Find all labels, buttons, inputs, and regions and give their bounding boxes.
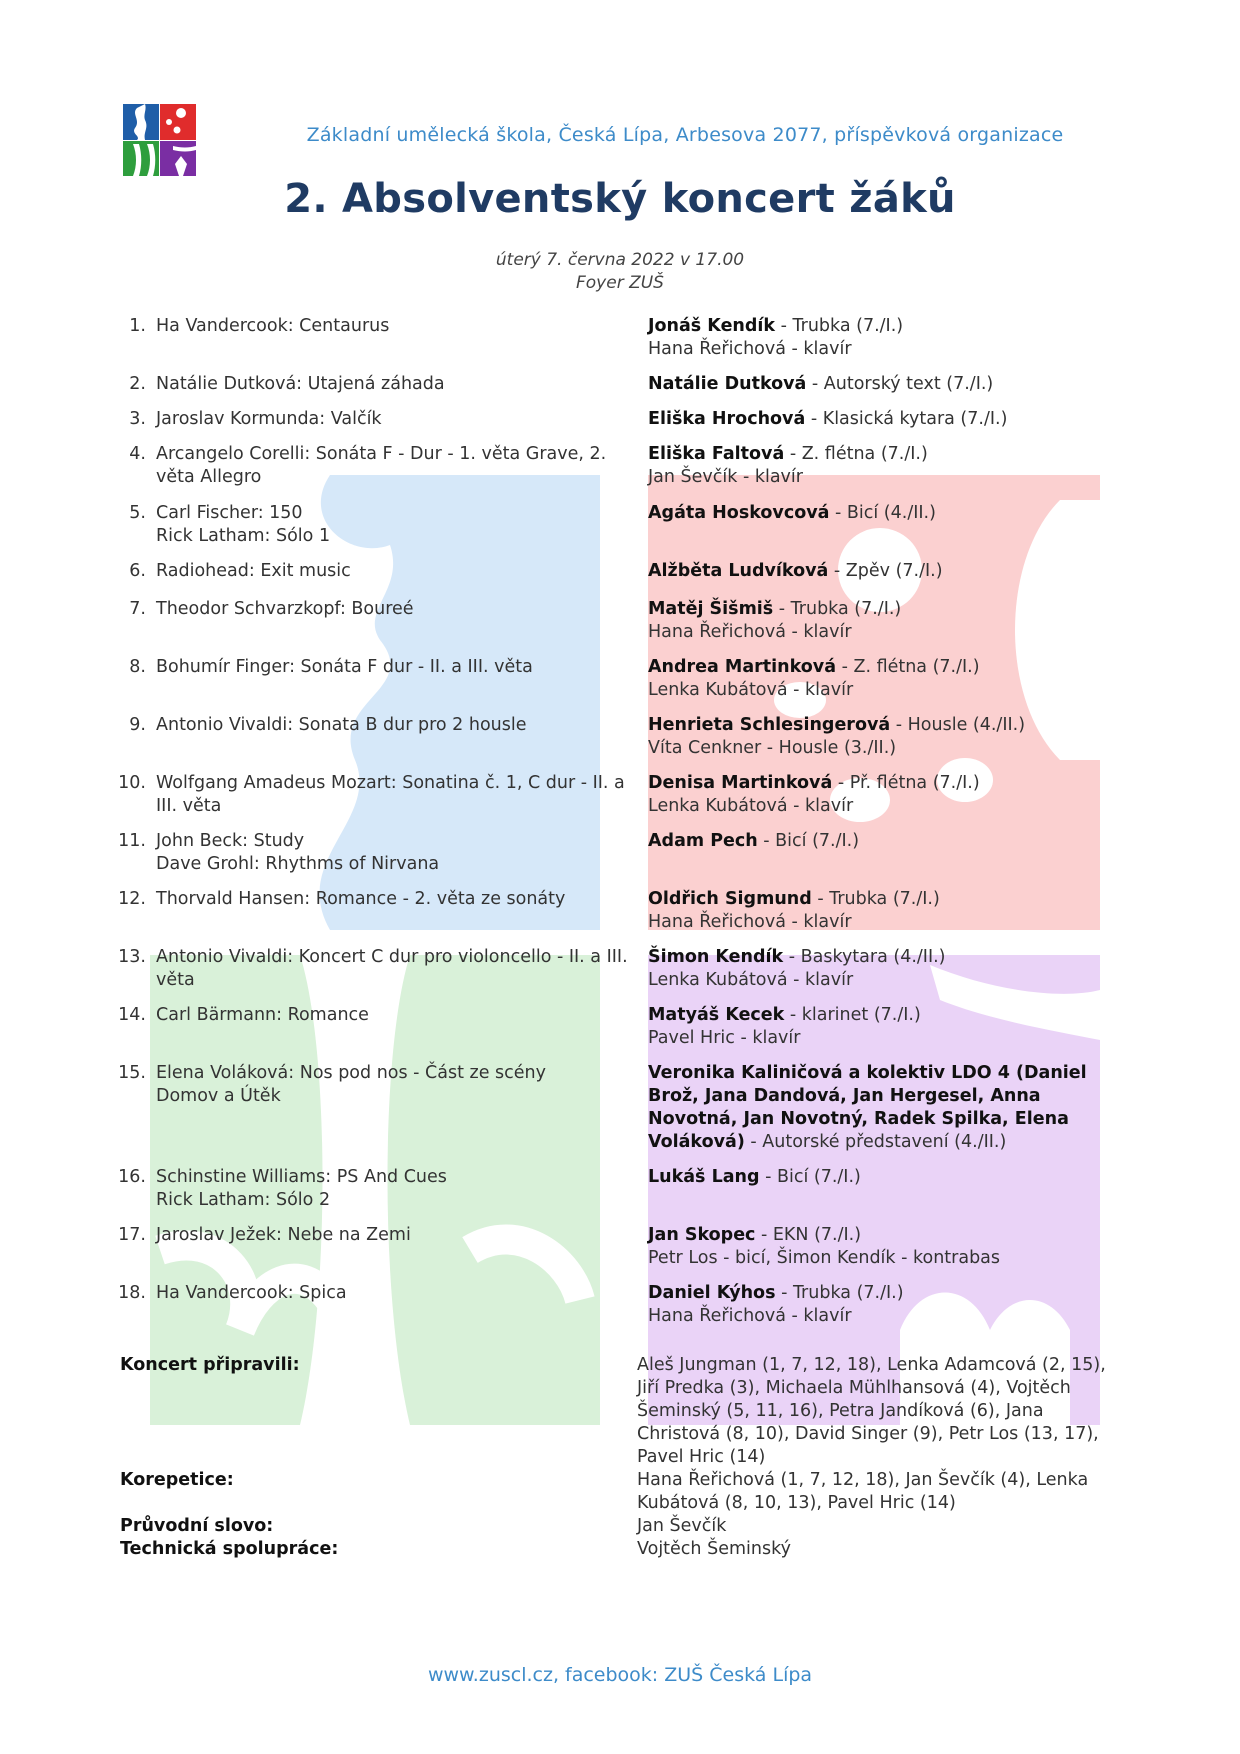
program-performer-block	[648, 1166, 1123, 1189]
performer-detail: - Z. flétna (7./I.)	[784, 444, 928, 464]
performer-detail: - klarinet (7./I.)	[784, 1005, 921, 1025]
program-piece: Natálie Dutková: Utajená záhada	[156, 374, 445, 394]
program-piece: John Beck: Study Dave Grohl: Rhythms of Nirvana	[156, 831, 440, 874]
school-name: Základní umělecká škola, Česká Lípa, Arbesova 2077, příspěvková organizace	[306, 124, 1064, 146]
performer-extra: Hana Řeřichová - klavír	[648, 912, 852, 932]
performer-name: Matěj Šišmiš	[648, 599, 774, 619]
performer-extra: Víta Cenkner - Housle (3./II.)	[648, 738, 897, 758]
program-number: 15.	[118, 1063, 146, 1083]
program-performer-block	[648, 502, 1123, 525]
program-performer-block	[648, 1282, 1123, 1328]
performer-name: Henrieta Schlesingerová	[648, 715, 891, 735]
program-piece: Elena Voláková: Nos pod nos - Část ze scény Domov a Útěk	[156, 1063, 546, 1106]
program-piece: Bohumír Finger: Sonáta F dur - II. a III. věta	[156, 657, 533, 677]
performer-detail: - Zpěv (7./I.)	[828, 561, 943, 581]
performer-extra: Lenka Kubátová - klavír	[648, 796, 854, 816]
performer-extra: Hana Řeřichová - klavír	[648, 1306, 852, 1326]
program-performer-block	[648, 373, 1123, 396]
credits-label: Technická spolupráce:	[120, 1539, 339, 1559]
credits-value: Aleš Jungman (1, 7, 12, 18), Lenka Adamcová (2, 15), Jiří Predka (3), Michaela Mühlhansová (4), Vojtěch Šeminský (5, 11, 16), Petra Jandíková (6), Jana Christová (8, 10), David Singer (9), Petr Los (13, 17), Pavel Hric (14)	[637, 1355, 1106, 1467]
program-number: 4.	[129, 444, 146, 464]
performer-name: Agáta Hoskovcová	[648, 503, 830, 523]
performer-name: Veronika Kaliničová a kolektiv LDO 4 (Daniel Brož, Jana Dandová, Jan Hergesel, Anna Novotná, Jan Novotný, Radek Spilka, Elena Voláková)	[648, 1063, 1087, 1152]
performer-detail: - Trubka (7./I.)	[775, 1283, 904, 1303]
performer-name: Eliška Faltová	[648, 444, 785, 464]
performer-detail: - Klasická kytara (7./I.)	[805, 409, 1008, 429]
performer-extra: Hana Řeřichová - klavír	[648, 622, 852, 642]
performer-detail: - Trubka (7./I.)	[775, 316, 904, 336]
performer-detail: - Baskytara (4./II.)	[783, 947, 946, 967]
program-piece: Jaroslav Kormunda: Valčík	[156, 409, 382, 429]
program-piece: Wolfgang Amadeus Mozart: Sonatina č. 1, C dur - II. a III. věta	[156, 773, 625, 816]
program-performer-block	[648, 560, 1123, 583]
performer-detail: - Bicí (4./II.)	[829, 503, 936, 523]
program-piece: Antonio Vivaldi: Sonata B dur pro 2 housle	[156, 715, 527, 735]
performer-name: Jonáš Kendík	[648, 316, 776, 336]
program-performer-block	[648, 830, 1123, 853]
program-piece: Ha Vandercook: Centaurus	[156, 316, 390, 336]
program-performer-block	[648, 714, 1123, 760]
performer-name: Šimon Kendík	[648, 947, 784, 967]
footer-links: www.zuscl.cz, facebook: ZUŠ Česká Lípa	[427, 1664, 813, 1686]
program-performer-block	[648, 315, 1123, 361]
program-number: 13.	[118, 947, 146, 967]
performer-extra: Pavel Hric - klavír	[648, 1028, 801, 1048]
performer-name: Adam Pech	[648, 831, 758, 851]
performer-detail: - Autorské představení (4./II.)	[744, 1132, 1007, 1152]
program-number: 7.	[129, 599, 146, 619]
performer-detail: - Trubka (7./I.)	[773, 599, 902, 619]
program-number: 17.	[118, 1225, 146, 1245]
credits-value: Hana Řeřichová (1, 7, 12, 18), Jan Ševčík (4), Lenka Kubátová (8, 10, 13), Pavel Hric (14)	[637, 1470, 1089, 1513]
program-number: 3.	[129, 409, 146, 429]
program-number: 14.	[118, 1005, 146, 1025]
program-piece: Thorvald Hansen: Romance - 2. věta ze sonáty	[156, 889, 566, 909]
program-number: 6.	[129, 561, 146, 581]
performer-detail: - EKN (7./I.)	[755, 1225, 862, 1245]
event-date: úterý 7. června 2022 v 17.00	[495, 250, 745, 270]
program-performer-block	[648, 598, 1123, 644]
credits-label: Průvodní slovo:	[120, 1516, 274, 1536]
program-number: 11.	[118, 831, 146, 851]
program-number: 16.	[118, 1167, 146, 1187]
performer-name: Matyáš Kecek	[648, 1005, 785, 1025]
performer-extra: Lenka Kubátová - klavír	[648, 970, 854, 990]
program-number: 1.	[129, 316, 146, 336]
program-piece: Carl Bärmann: Romance	[156, 1005, 369, 1025]
program-number: 10.	[118, 773, 146, 793]
program-performer-block	[648, 408, 1123, 431]
performer-extra: Petr Los - bicí, Šimon Kendík - kontrabas	[648, 1248, 1001, 1268]
performer-detail: - Bicí (7./I.)	[757, 831, 860, 851]
program-number: 8.	[129, 657, 146, 677]
performer-detail: - Bicí (7./I.)	[759, 1167, 861, 1187]
program-performer-block	[648, 772, 1123, 818]
performer-name: Oldřich Sigmund	[648, 889, 812, 909]
performer-detail: - Z. flétna (7./I.)	[836, 657, 980, 677]
performer-name: Andrea Martinková	[648, 657, 837, 677]
program-piece: Theodor Schvarzkopf: Boureé	[156, 599, 414, 619]
performer-name: Alžběta Ludvíková	[648, 561, 829, 581]
credits-label: Koncert připravili:	[120, 1355, 300, 1375]
credits-value: Vojtěch Šeminský	[637, 1539, 791, 1559]
page-title: 2. Absolventský koncert žáků	[284, 176, 956, 222]
event-place: Foyer ZUŠ	[576, 273, 664, 293]
credits-label: Korepetice:	[120, 1470, 234, 1490]
program-performer-block	[648, 1062, 1123, 1154]
performer-detail: - Housle (4./II.)	[890, 715, 1026, 735]
performer-extra: Jan Ševčík - klavír	[648, 467, 803, 487]
credits-value: Jan Ševčík	[637, 1516, 727, 1536]
program-performer-block	[648, 1224, 1123, 1270]
performer-extra: Hana Řeřichová - klavír	[648, 339, 852, 359]
performer-name: Jan Skopec	[648, 1225, 756, 1245]
performer-name: Lukáš Lang	[648, 1167, 760, 1187]
program-piece: Jaroslav Ježek: Nebe na Zemi	[156, 1225, 411, 1245]
program-performer-block	[648, 888, 1123, 934]
program-piece: Antonio Vivaldi: Koncert C dur pro violoncello - II. a III. věta	[156, 947, 628, 990]
program-piece: Radiohead: Exit music	[156, 561, 351, 581]
program-piece: Arcangelo Corelli: Sonáta F - Dur - 1. věta Grave, 2. věta Allegro	[156, 444, 607, 487]
program-number: 2.	[129, 374, 146, 394]
program-piece: Schinstine Williams: PS And Cues Rick Latham: Sólo 2	[156, 1167, 447, 1210]
performer-name: Daniel Kýhos	[648, 1283, 776, 1303]
program-performer-block	[648, 656, 1123, 702]
school-logo-icon	[123, 104, 196, 176]
program-number: 9.	[129, 715, 146, 735]
performer-detail: - Autorský text (7./I.)	[806, 374, 994, 394]
performer-name: Eliška Hrochová	[648, 409, 806, 429]
program-piece: Ha Vandercook: Spica	[156, 1283, 347, 1303]
program-number: 5.	[129, 503, 146, 523]
program-number: 12.	[118, 889, 146, 909]
performer-name: Denisa Martinková	[648, 773, 833, 793]
program-piece: Carl Fischer: 150 Rick Latham: Sólo 1	[156, 503, 331, 546]
program-performer-block	[648, 443, 1123, 489]
event-info	[0, 249, 1240, 295]
program-performer-block	[648, 1004, 1123, 1050]
performer-detail: - Př. flétna (7./I.)	[832, 773, 980, 793]
program-number: 18.	[118, 1283, 146, 1303]
performer-detail: - Trubka (7./I.)	[811, 889, 940, 909]
performer-name: Natálie Dutková	[648, 374, 807, 394]
performer-extra: Lenka Kubátová - klavír	[648, 680, 854, 700]
program-performer-block	[648, 946, 1123, 992]
